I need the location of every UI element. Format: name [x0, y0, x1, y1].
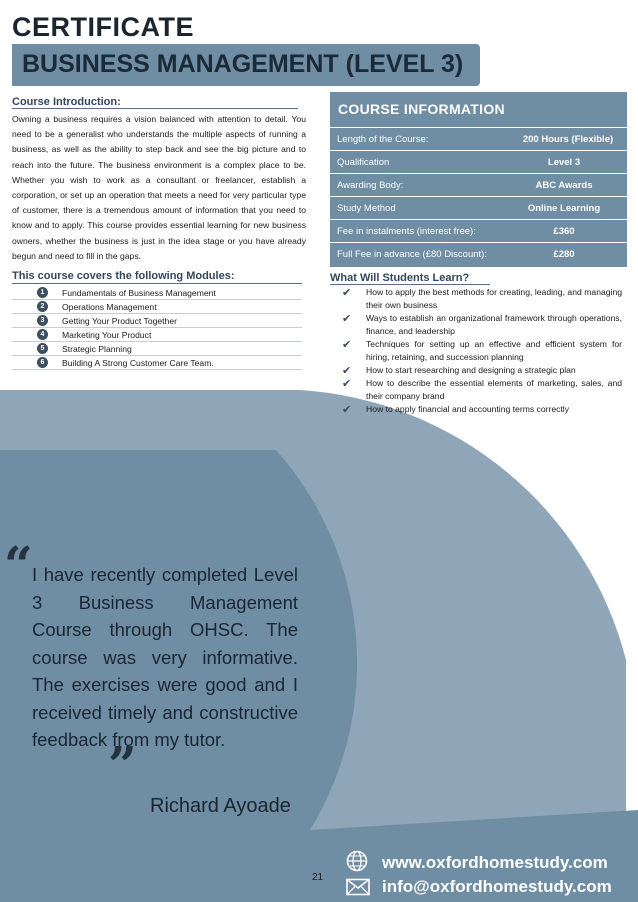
module-item — [12, 328, 302, 342]
info-value: ABC Awards — [535, 180, 593, 191]
email-link[interactable]: info@oxfordhomestudy.com — [382, 877, 612, 896]
module-item — [12, 342, 302, 356]
website-link[interactable]: www.oxfordhomestudy.com — [382, 853, 608, 872]
module-number-badge: 6 — [37, 357, 48, 368]
info-value: £360 — [553, 226, 575, 237]
module-label: Strategic Planning — [62, 343, 132, 354]
mail-icon — [346, 878, 370, 896]
intro-heading-rule — [12, 108, 298, 109]
info-row-length — [330, 127, 627, 150]
learn-item-text: How to describe the essential elements of marketing, sales, and their company brand — [366, 378, 622, 401]
modules-list — [12, 286, 302, 370]
info-value: Level 3 — [547, 157, 581, 168]
intro-text: Owning a business requires a vision balanced with attention to detail. You need to be a generalist who understands the multiple aspects of running a business, as well as the ability to step back and see the big picture and to reach into the future. The business environment is a complex place to be. Whether you wish to work as a consultant or freelancer, establish a corporation, or set up an operation that meets a need for very particular type of customer, there is a tremendous amount of information that you need to know and to apply. This course provides essential learning for new business owners, whether the business is just in the idea stage or you have already begun and need to fill in the gaps. — [12, 114, 306, 261]
modules-heading-rule — [12, 283, 302, 284]
learn-list — [338, 286, 622, 416]
learn-item — [338, 403, 622, 416]
testimonial-author: Richard Ayoade — [150, 795, 291, 817]
learn-item-text: Techniques for setting up an effective and efficient system for hiring, retaining, and succession planning — [366, 339, 622, 362]
learn-item-text: How to apply the best methods for creating, leading, and managing their own business — [366, 287, 622, 310]
intro-heading: Course Introduction: — [12, 96, 121, 108]
info-label: Awarding Body: — [337, 180, 404, 191]
learn-item-text: How to apply financial and accounting terms correctly — [366, 404, 570, 414]
page-title: BUSINESS MANAGEMENT (LEVEL 3) — [22, 50, 464, 78]
checkmark-icon: ✔ — [342, 339, 352, 351]
checkmark-icon: ✔ — [342, 313, 352, 325]
learn-heading: What Will Students Learn? — [330, 272, 470, 284]
info-row-study-method — [330, 196, 627, 219]
info-label: Full Fee in advance (£80 Discount): — [337, 249, 487, 260]
page-number: 21 — [312, 872, 324, 883]
module-label: Operations Management — [62, 301, 157, 312]
info-value: £280 — [553, 249, 575, 260]
module-label: Building A Strong Customer Care Team. — [62, 357, 214, 368]
module-item — [12, 356, 302, 370]
learn-heading-rule — [330, 284, 490, 285]
info-label: Study Method — [337, 203, 396, 214]
certificate-label: CERTIFICATE — [12, 12, 194, 42]
learn-item — [338, 338, 622, 364]
module-item — [12, 286, 302, 300]
module-number-badge: 2 — [37, 301, 48, 312]
close-quote-mark: ” — [108, 735, 137, 794]
module-label: Fundamentals of Business Management — [62, 287, 216, 298]
testimonial-text: I have recently completed Level 3 Business Management Course through OHSC. The course was very informative. The exercises were good and I received timely and constructive feedback from my tutor. — [32, 564, 298, 750]
learn-item — [338, 286, 622, 312]
module-label: Getting Your Product Together — [62, 315, 177, 326]
module-number-badge: 4 — [37, 329, 48, 340]
checkmark-icon: ✔ — [342, 287, 352, 299]
course-info-heading: COURSE INFORMATION — [338, 101, 505, 117]
info-row-qualification — [330, 150, 627, 173]
learn-item — [338, 312, 622, 338]
learn-item — [338, 377, 622, 403]
learn-item — [338, 364, 622, 377]
info-label: Qualification — [337, 157, 390, 168]
learn-item-text: Ways to establish an organizational framework through operations, finance, and leadership — [366, 313, 622, 336]
modules-heading: This course covers the following Modules: — [12, 270, 235, 282]
checkmark-icon: ✔ — [342, 378, 352, 390]
module-label: Marketing Your Product — [62, 329, 152, 340]
globe-icon — [346, 850, 368, 872]
learn-item-text: How to start researching and designing a strategic plan — [366, 365, 576, 375]
info-row-instalment-fee — [330, 219, 627, 242]
module-item — [12, 314, 302, 328]
info-row-full-fee — [330, 242, 627, 265]
checkmark-icon: ✔ — [342, 404, 352, 416]
module-number-badge: 1 — [37, 287, 48, 298]
open-quote-mark: “ — [4, 535, 33, 594]
info-value: 200 Hours (Flexible) — [522, 134, 614, 145]
info-value: Online Learning — [527, 203, 601, 214]
module-number-badge: 5 — [37, 343, 48, 354]
module-item — [12, 300, 302, 314]
info-label: Length of the Course: — [337, 134, 429, 145]
info-label: Fee in instalments (interest free): — [337, 226, 476, 237]
info-row-awarding-body — [330, 173, 627, 196]
checkmark-icon: ✔ — [342, 365, 352, 377]
module-number-badge: 3 — [37, 315, 48, 326]
